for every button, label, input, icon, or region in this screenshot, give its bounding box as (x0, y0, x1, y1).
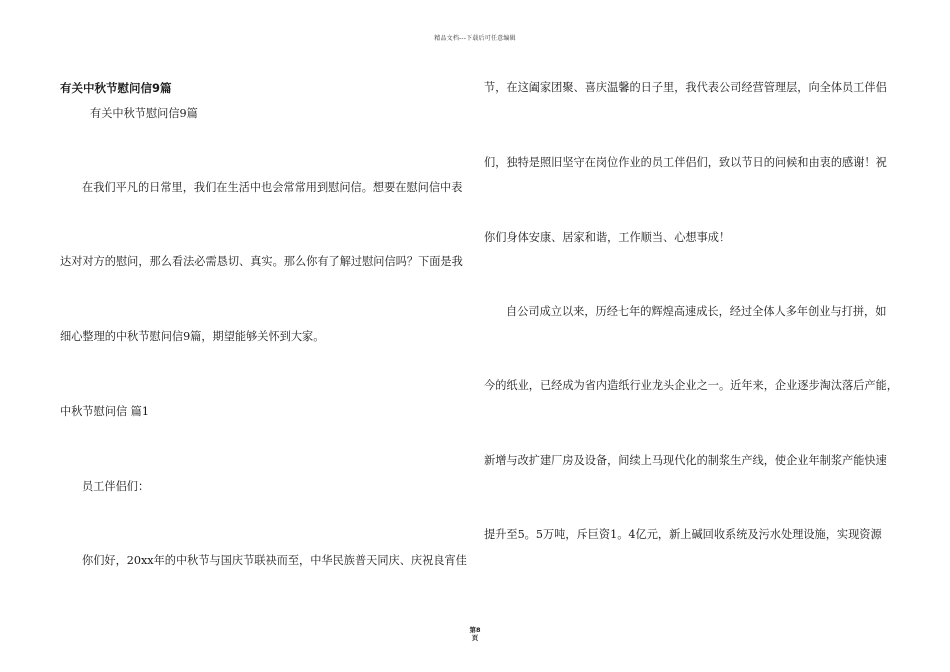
paragraph-line: 在我们平凡的日常里，我们在生活中也会常常用到慰问信。想要在慰问信中表 (82, 181, 463, 194)
header-note: 精品文档---下载后可任意编辑 (434, 35, 516, 42)
paragraph-line: 自公司成立以来，历经七年的辉煌高速成长，经过全体人多年创业与打拼，如 (506, 305, 887, 318)
document-title: 有关中秋节慰问信9篇 (60, 81, 172, 95)
page-number (0, 626, 950, 642)
paragraph-line: 节，在这阖家团聚、喜庆温馨的日子里，我代表公司经营管理层，向全体员工伴侣 (484, 81, 887, 94)
page-number-line: 第8 (469, 626, 481, 634)
salutation-line: 员工伴侣们： (82, 480, 150, 493)
page-number-line: 页 (471, 634, 479, 642)
paragraph-line: 细心整理的中秋节慰问信9篇，期望能够关怀到大家。 (60, 330, 325, 343)
paragraph-line: 们，独特是照旧坚守在岗位作业的员工伴侣们，致以节日的问候和由衷的感谢！祝 (484, 156, 887, 169)
paragraph-line: 新增与改扩建厂房及设备，间续上马现代化的制浆生产线，使企业年制浆产能快速 (484, 454, 887, 467)
paragraph-line: 达对对方的慰问，那么看法必需恳切、真实。那么你有了解过慰问信吗？下面是我 (60, 255, 463, 268)
section-heading: 中秋节慰问信 篇1 (60, 405, 149, 418)
paragraph-line: 提升至5。5万吨，斥巨资1。4亿元，新上碱回收系统及污水处理设施，实现资源 (484, 528, 882, 541)
paragraph-line: 今的纸业，已经成为省内造纸行业龙头企业之一。近年来，企业逐步淘汰落后产能， (484, 379, 898, 392)
document-subtitle: 有关中秋节慰问信9篇 (90, 107, 198, 120)
paragraph-line: 你们好，20xx年的中秋节与国庆节联袂而至，中华民族普天同庆、庆祝良宵佳 (82, 554, 467, 567)
paragraph-line: 你们身体安康、居家和谐，工作顺当、心想事成！ (484, 231, 731, 244)
